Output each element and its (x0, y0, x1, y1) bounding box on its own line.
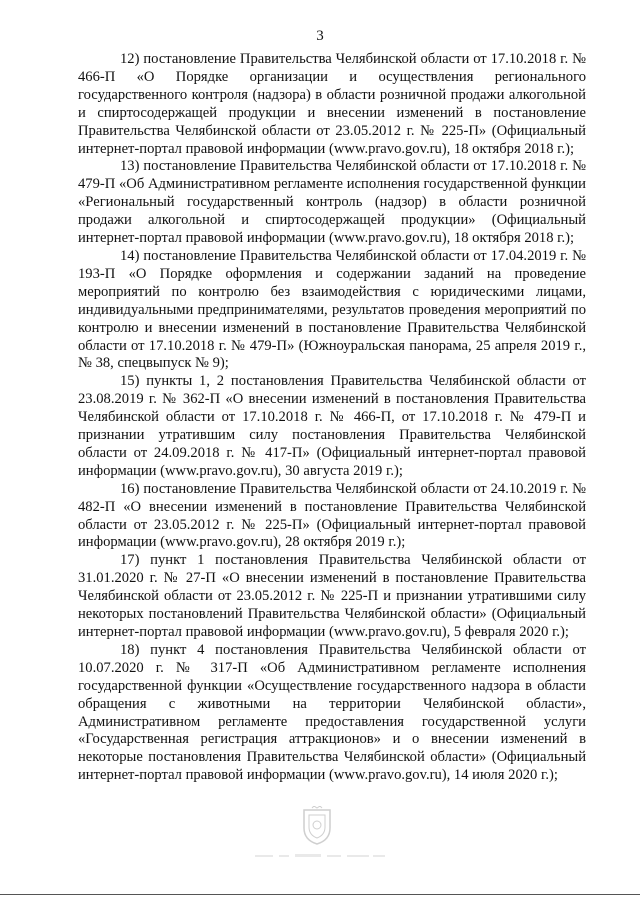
list-item-12: 12) постановление Правительства Челябинской области от 17.10.2018 г. № 466-П «О Порядке организации и осуществления регионального государственного контроля (надзора) в области розничной продажи алкогольной и спиртосодержащей продукции и внесении изменений в постановление Правительства Челябинской области от 23.05.2012 г. № 225-П» (Официальный интернет-портал правовой информации (www.pravo.gov.ru), 18 октября 2018 г.); (78, 51, 586, 157)
bottom-divider (0, 894, 640, 895)
list-item-13: 13) постановление Правительства Челябинской области от 17.10.2018 г. № 479-П «Об Административном регламенте исполнения государственной функции «Региональный государственный контроль (надзор) в области розничной продажи алкогольной и спиртосодержащей продукции» (Официальный интернет-портал правовой информации (www.pravo.gov.ru), 18 октября 2018 г.); (78, 158, 586, 247)
coat-of-arms-seal-icon (300, 806, 334, 846)
list-item-18: 18) пункт 4 постановления Правительства Челябинской области от 10.07.2020 г. № 317-П «Об Административном регламенте исполнения государственной функции «Осуществление государственного надзора в области обращения с животными на территории Челябинской области», Административном регламенте предоставления государственной услуги «Государственная регистрация аттракционов» и о внесении изменений в некоторые постановления Правительства Челябинской области» (Официальный интернет-портал правовой информации (www.pravo.gov.ru), 14 июля 2020 г.); (78, 641, 586, 784)
page-number: 3 (316, 28, 324, 44)
faint-stamp-mark (255, 852, 385, 860)
document-body (78, 51, 586, 785)
list-item-14: 14) постановление Правительства Челябинской области от 17.04.2019 г. № 193-П «О Порядке оформления и содержании заданий на проведение мероприятий по контролю без взаимодействия с юридическими лицами, индивидуальными предпринимателями, результатов проведения мероприятий по контролю и внесении изменений в постановление Правительства Челябинской области от 17.10.2018 г. № 479-П» (Южноуральская панорама, 25 апреля 2019 г., № 38, спецвыпуск № 9); (78, 247, 586, 372)
list-item-16: 16) постановление Правительства Челябинской области от 24.10.2019 г. № 482-П «О внесении изменений в постановление Правительства Челябинской области от 23.05.2012 г. № 225-П» (Официальный интернет-портал правовой информации (www.pravo.gov.ru), 28 октября 2019 г.); (78, 480, 586, 551)
list-item-15: 15) пункты 1, 2 постановления Правительства Челябинской области от 23.08.2019 г. № 362-П «О внесении изменений в постановления Правительства Челябинской области от 17.10.2018 г. № 466-П, от 17.10.2018 г. № 479-П и признании утратившим силу постановления Правительства Челябинской области от 24.09.2018 г. № 417-П» (Официальный интернет-портал правовой информации (www.pravo.gov.ru), 30 августа 2019 г.); (78, 373, 586, 479)
list-item-17: 17) пункт 1 постановления Правительства Челябинской области от 31.01.2020 г. № 27-П «О внесении изменений в постановление Правительства Челябинской области от 23.05.2012 г. № 225-П и признании утратившими силу некоторых постановлений Правительства Челябинской области» (Официальный интернет-портал правовой информации (www.pravo.gov.ru), 5 февраля 2020 г.); (78, 552, 586, 640)
